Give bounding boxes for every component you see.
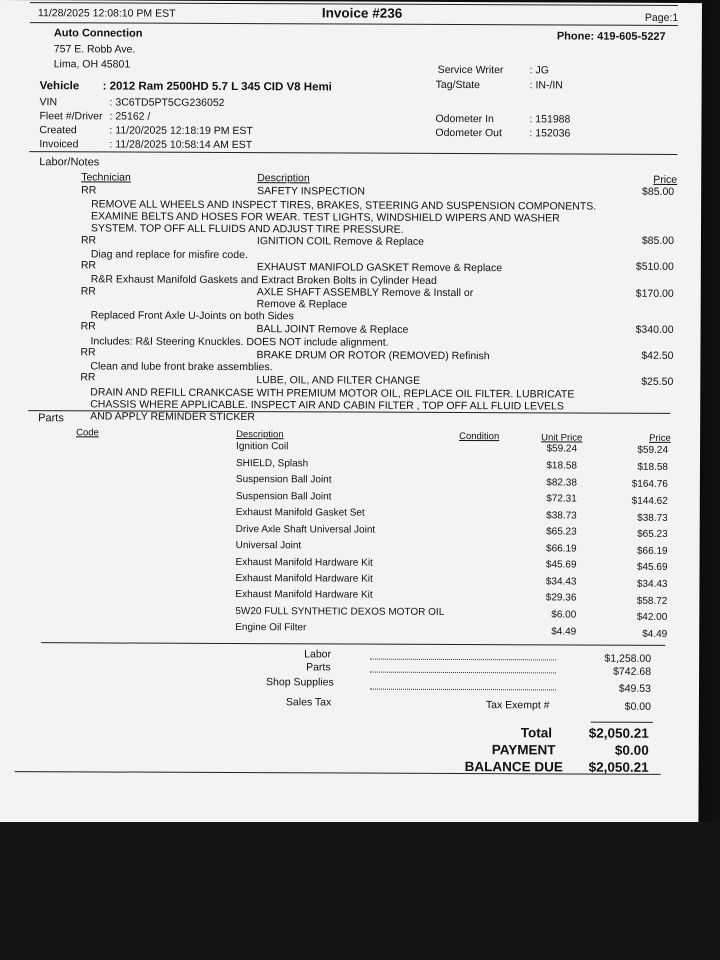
invoiced-label: Invoiced — [39, 138, 79, 151]
shop-name: Auto Connection — [53, 27, 143, 40]
labor-item-tech: RR — [80, 234, 97, 247]
part-price: $34.43 — [636, 578, 668, 590]
labor-item-description: EXHAUST MANIFOLD GASKET Remove & Replace — [256, 261, 503, 275]
part-description: Ignition Coil — [236, 441, 289, 453]
page-number: Page:1 — [644, 11, 679, 24]
parts-col-description: Description — [236, 429, 284, 441]
odometer-out-value: : 152036 — [529, 127, 571, 140]
shop-supplies-value: $49.53 — [618, 682, 652, 695]
part-price: $18.58 — [637, 461, 668, 473]
labor-item-tech: RR — [80, 285, 96, 298]
part-unit-price: $6.00 — [551, 609, 577, 621]
part-unit-price: $4.49 — [551, 626, 577, 638]
labor-item-price: $25.50 — [641, 375, 674, 388]
part-unit-price: $66.19 — [545, 543, 577, 555]
part-unit-price: $65.23 — [546, 526, 577, 538]
part-price: $66.19 — [636, 545, 668, 557]
part-description: Exhaust Manifold Hardware Kit — [235, 573, 373, 585]
vehicle-rule — [29, 151, 677, 155]
created-label: Created — [39, 124, 77, 137]
labor-item-tech: RR — [81, 184, 97, 197]
labor-item-tech: RR — [80, 259, 97, 272]
payment-label: PAYMENT — [491, 742, 556, 758]
header-rule — [30, 22, 678, 26]
part-price: $59.24 — [637, 444, 669, 456]
balance-due-value: $2,050.21 — [588, 759, 649, 775]
part-unit-price: $72.31 — [546, 493, 577, 505]
vin-label: VIN — [39, 96, 58, 109]
part-description: SHIELD, Splash — [235, 458, 309, 470]
part-unit-price: $59.24 — [546, 443, 578, 455]
invoiced-value: : 11/28/2025 10:58:14 AM EST — [109, 138, 253, 152]
fleet-driver-label: Fleet #/Driver — [39, 110, 103, 123]
part-description: Drive Axle Shaft Universal Joint — [235, 524, 376, 536]
parts-total-label: Parts — [306, 661, 331, 674]
labor-col-price: Price — [653, 173, 678, 186]
labor-item-description: IGNITION COIL Remove & Replace — [256, 235, 425, 248]
labor-item-tech: RR — [80, 346, 96, 359]
part-price: $144.62 — [631, 495, 668, 507]
parts-total-leader — [370, 672, 556, 674]
labor-total-leader — [370, 659, 556, 661]
dark-surface-background — [0, 822, 720, 960]
parts-total-value: $742.68 — [613, 665, 652, 678]
fleet-driver-value: : 25162 / — [109, 110, 151, 123]
vehicle-value: : 2012 Ram 2500HD 5.7 L 345 CID V8 Hemi — [102, 80, 332, 94]
part-price: $4.49 — [642, 628, 668, 640]
part-unit-price: $82.38 — [546, 477, 577, 489]
subtotal-rule — [591, 722, 653, 723]
part-description: Exhaust Manifold Hardware Kit — [235, 557, 373, 569]
labor-item-price: $510.00 — [635, 260, 674, 273]
tax-exempt-label: Tax Exempt # — [485, 699, 550, 712]
shop-supplies-leader — [370, 689, 556, 691]
parts-col-code: Code — [76, 427, 99, 439]
labor-item-description: SAFETY INSPECTION — [257, 185, 365, 198]
odometer-in-value: : 151988 — [529, 113, 571, 126]
vehicle-label: Vehicle — [39, 80, 80, 93]
invoice-title: Invoice #236 — [321, 5, 403, 21]
part-unit-price: $18.58 — [546, 460, 577, 472]
part-description: 5W20 FULL SYNTHETIC DEXOS MOTOR OIL — [235, 606, 445, 618]
payment-value: $0.00 — [614, 742, 649, 758]
total-value: $2,050.21 — [588, 725, 649, 741]
labor-item-note: REMOVE ALL WHEELS AND INSPECT TIRES, BRAKES, STEERING AND SUSPENSION COMPONENTS. EXAMINE BELTS AND HOSES FOR WEAR. TEST LIGHTS, WINDSHIELD WIPERS AND WASHER SYSTEM. TOP OFF ALL FLUIDS AND ADJUST TIRE PRESSURE. — [90, 198, 597, 236]
part-price: $42.00 — [636, 611, 668, 623]
vin-value: : 3C6TD5PT5CG236052 — [109, 96, 225, 109]
labor-item-description: BRAKE DRUM OR ROTOR (REMOVED) Refinish — [256, 349, 490, 363]
service-writer-value: : JG — [529, 64, 549, 77]
part-price: $38.73 — [637, 512, 668, 524]
labor-item-note: Diag and replace for misfire code. — [90, 248, 248, 262]
labor-item-note: R&R Exhaust Manifold Gaskets and Extract Broken Bolts in Cylinder Head — [90, 273, 437, 287]
total-label: Total — [520, 725, 553, 741]
labor-item-note: DRAIN AND REFILL CRANKCASE WITH PREMIUM MOTOR OIL, REPLACE OIL FILTER. LUBRICATE CHASSIS WHERE APPLICABLE. INSPECT AIR AND CABIN FILTER , TOP OFF ALL FLUID LEVELS AND APPLY REMINDER STICKER — [90, 386, 575, 424]
parts-section-title: Parts — [38, 412, 64, 425]
sales-tax-label: Sales Tax — [285, 696, 332, 709]
tag-state-label: Tag/State — [435, 78, 481, 92]
labor-col-technician: Technician — [81, 171, 131, 184]
shop-address-line2: Lima, OH 45801 — [53, 58, 131, 71]
labor-item-price: $42.50 — [641, 349, 674, 362]
shop-phone: Phone: 419-605-5227 — [556, 30, 666, 43]
created-value: : 11/20/2025 12:18:19 PM EST — [109, 124, 253, 138]
part-unit-price: $38.73 — [546, 510, 577, 522]
shop-supplies-label: Shop Supplies — [265, 676, 334, 689]
part-unit-price: $29.36 — [545, 592, 577, 604]
part-description: Suspension Ball Joint — [235, 491, 332, 503]
labor-item-price: $340.00 — [635, 323, 674, 336]
labor-item-note: Replaced Front Axle U-Joints on both Sides — [90, 309, 294, 323]
part-price: $164.76 — [631, 478, 668, 490]
labor-total-label: Labor — [304, 648, 332, 661]
labor-item-note: Clean and lube front brake assemblies. — [90, 360, 273, 374]
labor-item-tech: RR — [80, 371, 96, 384]
sales-tax-value: $0.00 — [624, 700, 651, 713]
tag-state-value: : IN-/IN — [529, 79, 563, 92]
labor-item-description: BALL JOINT Remove & Replace — [256, 323, 409, 336]
part-price: $65.23 — [637, 528, 668, 540]
labor-total-value: $1,258.00 — [604, 652, 652, 665]
parts-col-unit-price: Unit Price — [541, 432, 583, 444]
labor-item-description: AXLE SHAFT ASSEMBLY Remove & Install or Remove & Replace — [256, 286, 474, 311]
service-writer-label: Service Writer — [437, 63, 504, 77]
odometer-out-label: Odometer Out — [435, 126, 502, 140]
part-description: Universal Joint — [235, 540, 302, 552]
print-datetime: 11/28/2025 12:08:10 PM EST — [37, 7, 176, 20]
parts-col-condition: Condition — [459, 431, 500, 443]
labor-item-price: $85.00 — [641, 234, 674, 247]
part-price: $45.69 — [636, 561, 668, 573]
labor-section-title: Labor/Notes — [39, 156, 100, 169]
labor-item-description: LUBE, OIL, AND FILTER CHANGE — [256, 374, 421, 387]
parts-col-price: Price — [649, 432, 671, 444]
part-description: Engine Oil Filter — [235, 622, 307, 634]
part-price: $58.72 — [636, 595, 668, 607]
part-description: Exhaust Manifold Hardware Kit — [235, 589, 373, 601]
part-description: Exhaust Manifold Gasket Set — [235, 507, 365, 519]
labor-item-note: Includes: R&I Steering Knuckles. DOES NOT include alignment. — [90, 335, 389, 349]
balance-due-label: BALANCE DUE — [464, 759, 563, 775]
labor-item-price: $85.00 — [642, 185, 675, 198]
shop-address-line1: 757 E. Robb Ave. — [53, 43, 136, 56]
part-description: Suspension Ball Joint — [235, 474, 332, 486]
labor-col-description: Description — [257, 172, 310, 185]
parts-rule — [41, 642, 665, 646]
labor-item-tech: RR — [80, 320, 96, 333]
odometer-in-label: Odometer In — [435, 112, 494, 126]
part-unit-price: $34.43 — [545, 576, 577, 588]
labor-item-price: $170.00 — [635, 287, 674, 300]
part-unit-price: $45.69 — [545, 559, 577, 571]
